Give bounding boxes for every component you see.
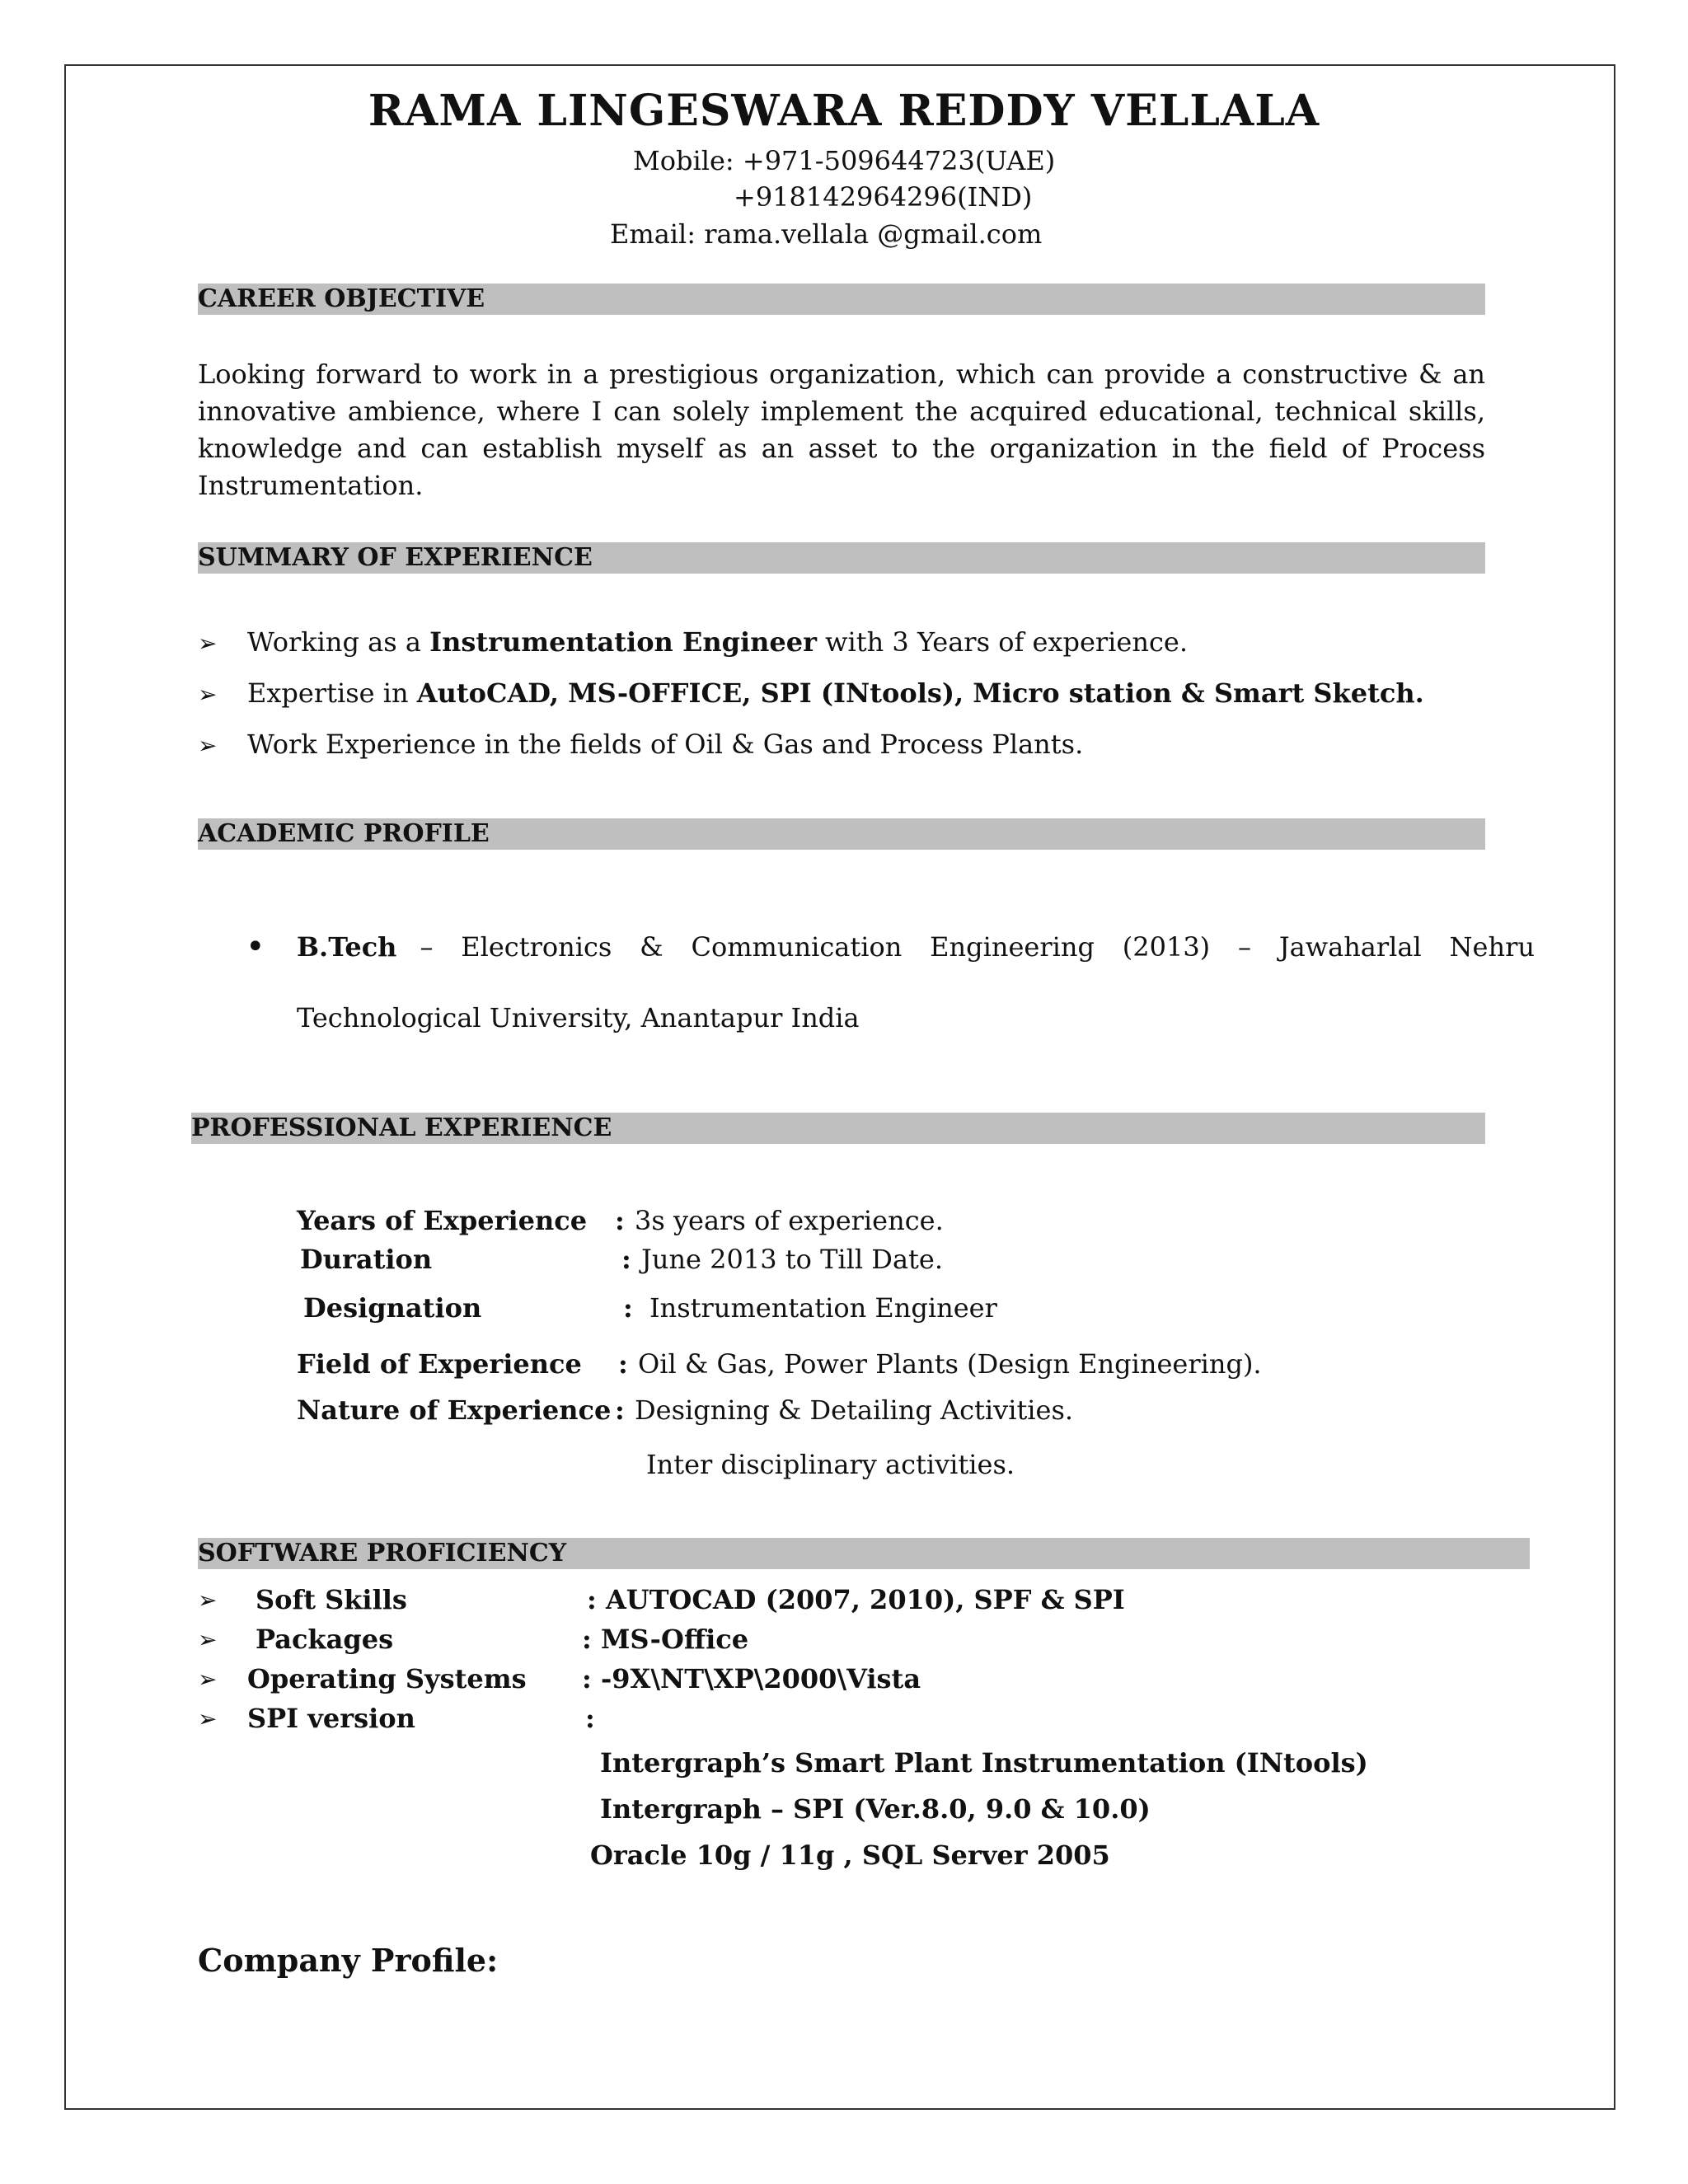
- software-label: SPI version: [247, 1703, 415, 1734]
- prof-label: Designation: [303, 1292, 482, 1324]
- software-label: Packages: [256, 1624, 394, 1655]
- objective-line: Looking forward to work in a prestigious organization, which can provide a constructive & an: [198, 359, 1485, 390]
- mobile-label: Mobile:: [633, 145, 734, 176]
- arrow-bullet-icon: ➢: [198, 1666, 218, 1693]
- prof-extra: Inter disciplinary activities.: [646, 1449, 1015, 1480]
- arrow-bullet-icon: ➢: [198, 630, 218, 657]
- summary-item: [247, 677, 1424, 709]
- mobile-uae-line: [633, 145, 1055, 176]
- software-label: Soft Skills: [256, 1584, 407, 1615]
- summary-item-bold: AutoCAD, MS-OFFICE, SPI (INtools), Micro station & Smart Sketch.: [416, 677, 1424, 709]
- arrow-bullet-icon: ➢: [198, 1626, 218, 1653]
- prof-value: Designing & Detailing Activities.: [635, 1394, 1074, 1426]
- mobile-ind: +918142964296(IND): [734, 181, 1033, 213]
- objective-line: knowledge and can establish myself as an asset to the organization in the field of Process: [198, 433, 1485, 464]
- career-objective-title: CAREER OBJECTIVE: [198, 284, 485, 313]
- round-bullet-icon: •: [246, 928, 265, 966]
- software-value: : MS-Office: [582, 1624, 749, 1655]
- degree: B.Tech: [297, 931, 397, 963]
- prof-value: Instrumentation Engineer: [649, 1292, 997, 1324]
- arrow-bullet-icon: ➢: [198, 1705, 218, 1732]
- summary-title: SUMMARY OF EXPERIENCE: [198, 543, 593, 572]
- email-label: Email:: [610, 218, 696, 250]
- software-value: : AUTOCAD (2007, 2010), SPF & SPI: [587, 1584, 1125, 1615]
- arrow-bullet-icon: ➢: [198, 681, 218, 708]
- prof-colon: :: [618, 1348, 628, 1380]
- arrow-bullet-icon: ➢: [198, 732, 218, 759]
- objective-line: Instrumentation.: [198, 470, 424, 501]
- software-extra: Intergraph – SPI (Ver.8.0, 9.0 & 10.0): [600, 1793, 1151, 1825]
- academic-line-1: [297, 931, 1535, 963]
- prof-colon: :: [615, 1394, 625, 1426]
- prof-colon: :: [621, 1244, 631, 1275]
- company-profile-heading: Company Profile:: [198, 1942, 499, 1979]
- academic-title: ACADEMIC PROFILE: [198, 819, 490, 848]
- software-extra: Oracle 10g / 11g , SQL Server 2005: [590, 1840, 1110, 1871]
- email-line: [610, 218, 1042, 250]
- arrow-bullet-icon: ➢: [198, 1586, 218, 1614]
- prof-label: Duration: [300, 1244, 433, 1275]
- summary-item-text: with 3 Years of experience.: [816, 626, 1188, 658]
- mobile-uae: +971-509644723(UAE): [742, 145, 1056, 176]
- professional-title: PROFESSIONAL EXPERIENCE: [191, 1113, 612, 1142]
- prof-label: Years of Experience: [297, 1205, 588, 1236]
- prof-colon: :: [615, 1205, 625, 1236]
- summary-item: Work Experience in the fields of Oil & Gas and Process Plants.: [247, 729, 1084, 760]
- summary-item: [247, 626, 1188, 658]
- software-value: : -9X\NT\XP\2000\Vista: [582, 1663, 921, 1694]
- prof-label: Field of Experience: [297, 1348, 582, 1380]
- summary-item-text: Working as a: [247, 626, 430, 658]
- prof-colon: :: [623, 1292, 633, 1324]
- software-title: SOFTWARE PROFICIENCY: [198, 1539, 567, 1568]
- objective-line: innovative ambience, where I can solely implement the acquired educational, technical skills,: [198, 396, 1485, 427]
- candidate-name: RAMA LINGESWARA REDDY VELLALA: [368, 86, 1320, 136]
- summary-item-bold: Instrumentation Engineer: [429, 626, 817, 658]
- academic-line-2: Technological University, Anantapur India: [297, 1002, 860, 1033]
- software-extra: Intergraph’s Smart Plant Instrumentation (INtools): [600, 1747, 1368, 1779]
- prof-value: 3s years of experience.: [635, 1205, 944, 1236]
- prof-label: Nature of Experience: [297, 1394, 612, 1426]
- prof-value: June 2013 to Till Date.: [641, 1244, 943, 1275]
- software-value: :: [585, 1703, 595, 1734]
- career-objective-text: [198, 356, 1485, 504]
- academic-detail: – Electronics & Communication Engineering (2013) – Jawaharlal Nehru: [420, 931, 1535, 963]
- summary-item-text: Expertise in: [247, 677, 417, 709]
- software-label: Operating Systems: [247, 1663, 527, 1694]
- email-address: rama.vellala @gmail.com: [704, 218, 1043, 250]
- prof-value: Oil & Gas, Power Plants (Design Engineering).: [638, 1348, 1262, 1380]
